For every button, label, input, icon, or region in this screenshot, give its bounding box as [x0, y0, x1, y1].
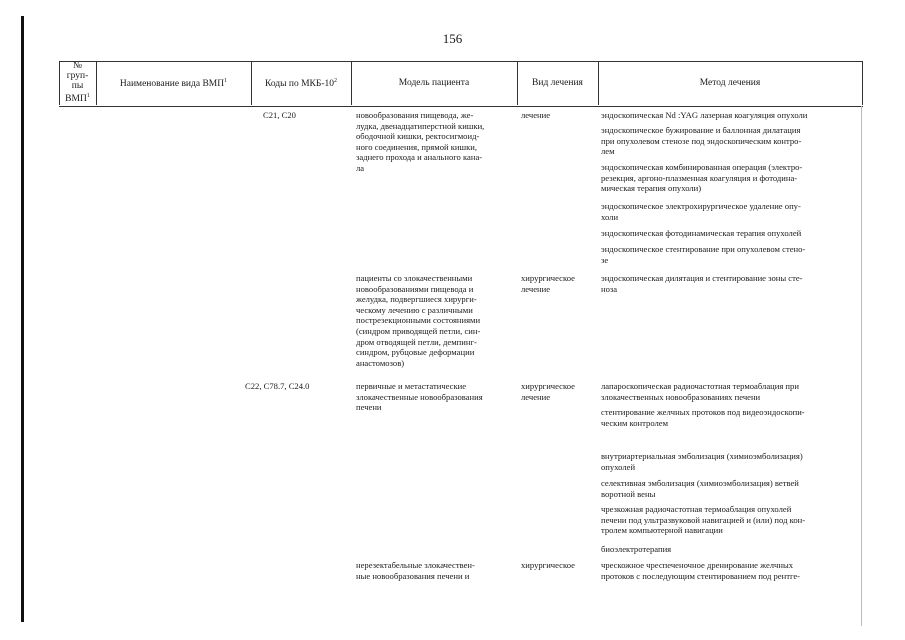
method-cell: эндоскопическое стентирование при опухолевом стено- зе [601, 244, 806, 265]
header-treatment [517, 61, 598, 105]
method-cell: чрезкожная радиочастотная термоаблация опухолей печени под ультразвуковой навигацией и (или) под кон- тролем компьютерной навигации [601, 504, 806, 536]
header-group-number [59, 61, 96, 105]
header-name-text: Наименование вида ВМП [119, 79, 225, 90]
header-method [598, 61, 862, 105]
header-codes [251, 61, 351, 105]
header-model [351, 61, 517, 105]
method-cell: эндоскопическое бужирование и баллонная дилатация при опухолевом стенозе под эндоскопическим контро- лем [601, 125, 802, 157]
header-group-line: груп- [66, 71, 89, 82]
header-model-text: Модель пациента [398, 78, 470, 88]
header-group-line: пы [71, 81, 84, 92]
header-group-line: ВМП [65, 94, 87, 105]
method-cell: эндоскопическая фотодинамическая терапия опухолей [601, 228, 802, 238]
icd-codes-cell: C22, C78.7, C24.0 [245, 381, 310, 391]
treatment-type-cell: хирургическое лечение [521, 273, 575, 294]
treatment-type-cell: хирургическое [521, 560, 575, 570]
header-codes-text: Коды по МКБ-10 [264, 79, 335, 90]
method-cell: внутриартериальная эмболизация (химиоэмболизация) опухолей [601, 451, 803, 472]
page-number: 156 [442, 31, 463, 46]
footnote-mark: 1 [86, 93, 90, 100]
method-cell: эндоскопическое электрохирургическое удаление опу- холи [601, 201, 801, 222]
column-rule [861, 106, 862, 626]
patient-model-cell: новообразования пищевода, же- лудка, двенадцатиперстной кишки, ободочной кишки, ректосигмоид- ного соединения, прямой кишки, заднего прохода и анального кана- ла [356, 110, 485, 173]
header-divider [862, 61, 863, 105]
method-cell: лапароскопическая радиочастотная термоаблация при злокачественных новообразованиях печени [601, 381, 799, 402]
method-cell: эндоскопическая дилятация и стентирование зоны сте- ноза [601, 273, 803, 294]
footnote-mark: 1 [224, 78, 228, 85]
method-cell: эндоскопическая комбинированная операция (электро- резекция, аргоно-плазменная коагуляция и фотодина- мическая терапия опухоли) [601, 162, 803, 194]
method-cell: стентирование желчных протоков под видеоэндоскопи- ческим контролем [601, 407, 805, 428]
icd-codes-cell: C21, C20 [263, 110, 296, 120]
patient-model-cell: первичные и метастатические злокачественные новообразования печени [356, 381, 483, 413]
header-group-line: № [72, 61, 83, 72]
treatment-type-cell: хирургическое лечение [521, 381, 575, 402]
header-treatment-text: Вид лечения [532, 78, 583, 88]
method-cell: биоэлектротерапия [601, 544, 672, 554]
treatment-type-cell: лечение [521, 110, 551, 120]
method-cell: эндоскопическая Nd :YAG лазерная коагуляция опухоли [601, 110, 808, 120]
page-binding-edge [21, 16, 24, 622]
method-cell: селективная эмболизация (химиоэмболизация) ветвей воротной вены [601, 478, 799, 499]
method-cell: чрескожное чреспеченочное дренирование желчных протоков с последующим стентированием под рентге- [601, 560, 801, 581]
header-method-text: Метод лечения [699, 78, 761, 88]
patient-model-cell: пациенты со злокачественными новообразованиями пищевода и желудка, подвергшиеся хирурги- ческому лечению с различными пострезекционными состояниями (синдром приводящей петли, син- дром отводящей петли, демпинг- синдром, рубцовые деформации анастомозов) [356, 273, 481, 368]
footnote-mark: 2 [334, 78, 338, 85]
header-name [96, 61, 251, 105]
patient-model-cell: нерезектабельные злокачествен- ные новообразования печени и [356, 560, 475, 581]
